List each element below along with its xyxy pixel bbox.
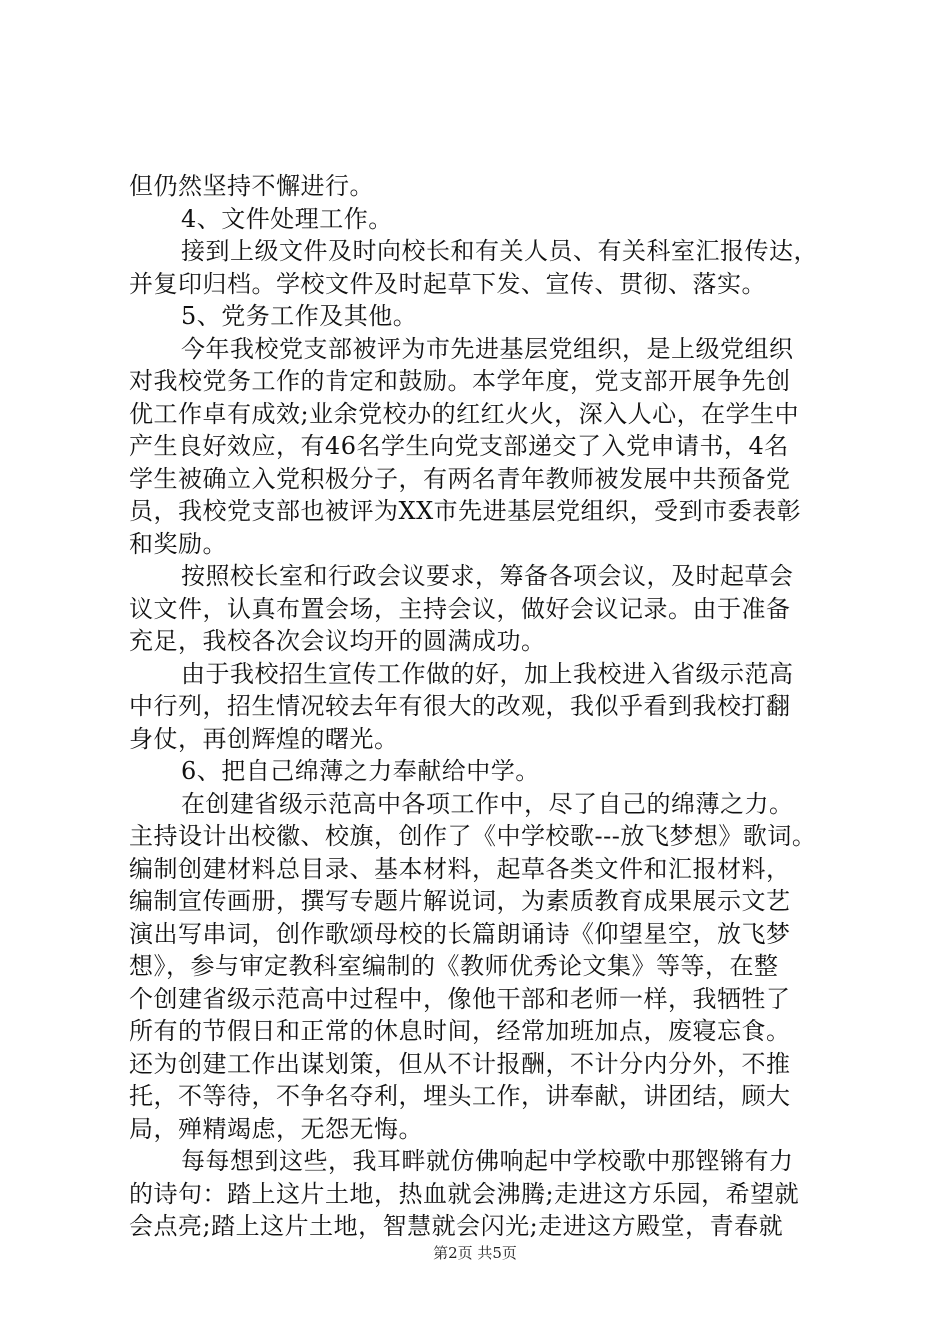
text-line: 员，我校党支部也被评为XX市先进基层党组织，受到市委表彰: [129, 497, 802, 525]
text-line: 议文件，认真布置会场，主持会议，做好会议记录。由于准备: [129, 594, 791, 623]
text-line: 个创建省级示范高中过程中，像他干部和老师一样，我牺牲了: [129, 984, 791, 1013]
text-line: 由于我校招生宣传工作做的好，加上我校进入省级示范高: [181, 659, 794, 688]
text-line: 4、文件处理工作。: [181, 204, 393, 233]
text-line: 演出写串词，创作歌颂母校的长篇朗诵诗《仰望星空，放飞梦: [129, 919, 791, 948]
text-line: 今年我校党支部被评为市先进基层党组织，是上级党组织: [181, 334, 794, 363]
text-line: 主持设计出校徽、校旗，创作了《中学校歌---放飞梦想》歌词。: [129, 822, 817, 850]
text-line: 所有的节假日和正常的休息时间，经常加班加点，废寝忘食。: [129, 1017, 791, 1045]
text-line: 对我校党务工作的肯定和鼓励。本学年度，党支部开展争先创: [129, 367, 791, 395]
text-line: 并复印归档。学校文件及时起草下发、宣传、贯彻、落实。: [129, 269, 766, 298]
text-line: 身仗，再创辉煌的曙光。: [129, 724, 399, 753]
text-line: 产生良好效应，有46名学生向党支部递交了入党申请书，4名: [129, 432, 789, 460]
text-line: 编制宣传画册，撰写专题片解说词，为素质教育成果展示文艺: [129, 887, 791, 915]
text-line: 在创建省级示范高中各项工作中，尽了自己的绵薄之力。: [181, 789, 794, 818]
text-line: 学生被确立入党积极分子，有两名青年教师被发展中共预备党: [129, 464, 791, 493]
text-line: 托，不等待，不争名夺利，埋头工作，讲奉献，讲团结，顾大: [129, 1082, 791, 1110]
text-line: 充足，我校各次会议均开的圆满成功。: [129, 627, 546, 655]
text-line: 编制创建材料总目录、基本材料，起草各类文件和汇报材料，: [129, 854, 791, 883]
text-line: 接到上级文件及时向校长和有关人员、有关科室汇报传达，: [181, 237, 818, 265]
text-line: 按照校长室和行政会议要求，筹备各项会议，及时起草会: [181, 562, 794, 590]
text-line: 但仍然坚持不懈进行。: [129, 172, 374, 200]
text-line: 优工作卓有成效;业余党校办的红红火火，深入人心，在学生中: [129, 399, 800, 428]
text-line: 想》，参与审定教科室编制的《教师优秀论文集》等等，在整: [129, 952, 779, 980]
text-line: 还为创建工作出谋划策，但从不计报酬，不计分内分外，不推: [129, 1049, 791, 1078]
text-line: 局，殚精竭虑，无怨无悔。: [129, 1114, 423, 1143]
text-line: 会点亮;踏上这片土地，智慧就会闪光;走进这方殿堂，青春就: [129, 1212, 784, 1240]
document-body: [129, 170, 834, 1243]
text-line: 的诗句：踏上这片土地，热血就会沸腾;走进这方乐园，希望就: [129, 1179, 800, 1208]
text-line: 和奖励。: [129, 529, 227, 558]
text-line: 5、党务工作及其他。: [181, 302, 418, 330]
text-line: 6、把自己绵薄之力奉献给中学。: [181, 757, 540, 785]
text-line: 每每想到这些，我耳畔就仿佛响起中学校歌中那铿锵有力: [181, 1147, 794, 1175]
text-line: 中行列，招生情况较去年有很大的改观，我似乎看到我校打翻: [129, 692, 791, 720]
page-footer: 第2页 共5页: [433, 1244, 517, 1262]
